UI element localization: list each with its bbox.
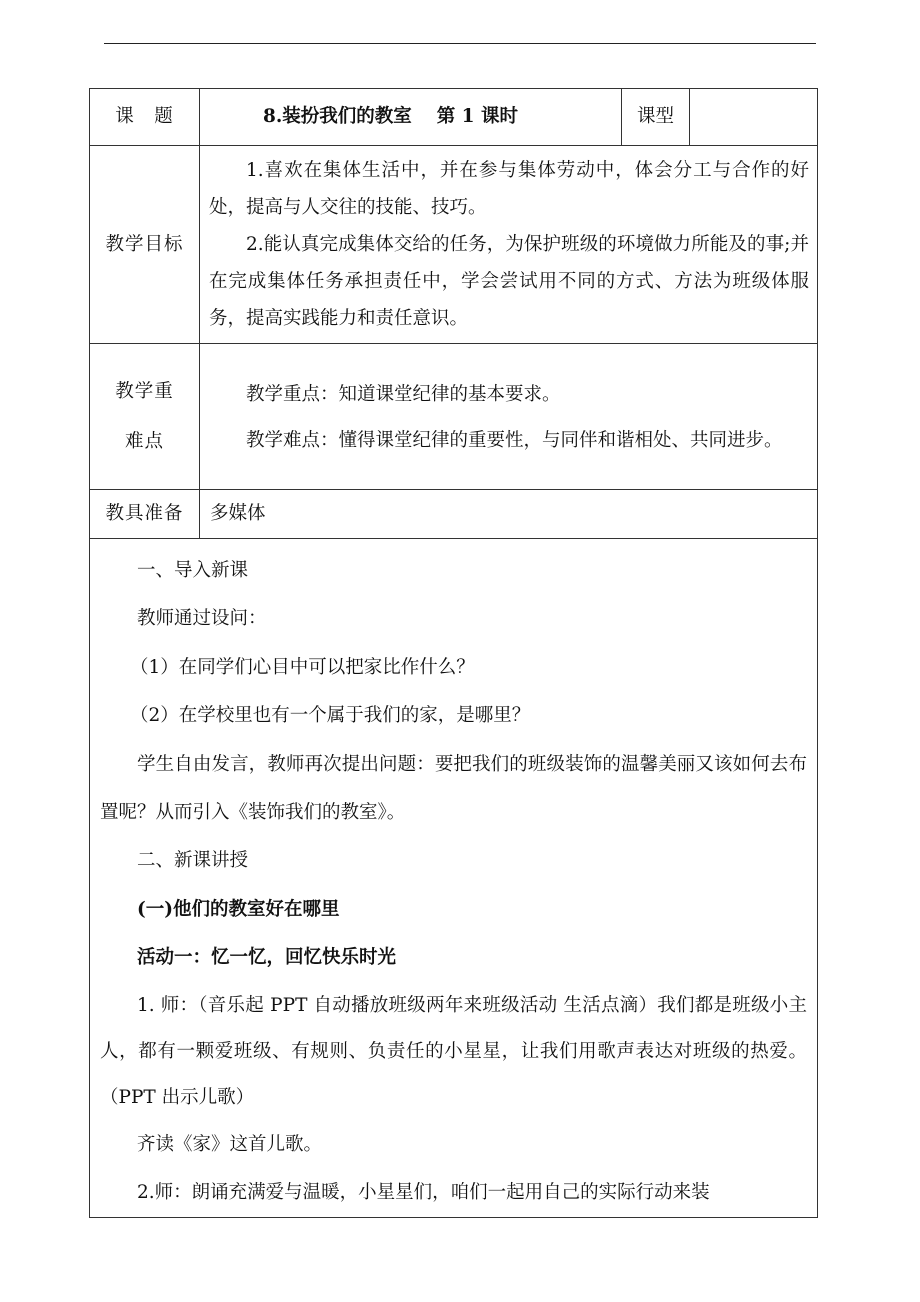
label-teaching-goals: 教学目标: [90, 146, 200, 344]
row-keypoints: [90, 344, 818, 490]
section-heading: 一、导入新课: [137, 560, 249, 581]
label-keypoints: [90, 344, 200, 490]
label-lesson-type: 课型: [622, 89, 690, 146]
goal-1: 1.喜欢在集体生活中，并在参与集体劳动中，体会分工与合作的好处，提高与人交往的技能、技巧。: [209, 160, 809, 218]
paragraph: 教师通过设问：: [137, 608, 267, 630]
lesson-type-value: [690, 89, 818, 146]
row-tools: [90, 490, 818, 539]
teaching-process: [90, 539, 818, 1218]
paragraph: 2.师：朗诵充满爱与温暖，小星星们，咱们一起用自己的实际行动来装: [137, 1182, 710, 1204]
teaching-goals: [200, 146, 818, 344]
label-keypoints-line1: 教学重: [115, 380, 174, 402]
paragraph: 1. 师：（音乐起 PPT 自动播放班级两年来班级活动 生活点滴）我们都是班级小主人，都有一颗爱班级、有规则、负责任的小星星，让我们用歌声表达对班级的热爱。（PPT 出示儿歌）: [100, 994, 807, 1108]
label-teaching-tools: 教具准备: [90, 490, 200, 539]
paragraph: 学生自由发言，教师再次提出问题：要把我们的班级装饰的温馨美丽又该如何去布置呢？从而引入《装饰我们的教室》。: [100, 753, 807, 824]
paragraph: 齐读《家》这首儿歌。: [137, 1133, 323, 1155]
section-heading: 二、新课讲授: [137, 850, 249, 872]
subsection-heading: (一)他们的教室好在哪里: [137, 898, 340, 920]
row-goals: [90, 146, 818, 344]
header-rule: [104, 43, 816, 44]
question-2: （2）在学校里也有一个属于我们的家，是哪里？: [130, 705, 531, 727]
label-keypoints-line2: 难点: [124, 430, 164, 452]
lesson-plan-table: [89, 88, 818, 1218]
teaching-tools: 多媒体: [200, 490, 818, 539]
question-1: （1）在同学们心目中可以把家比作什么？: [130, 656, 475, 678]
lesson-title: 8.装扮我们的教室 第 1 课时: [200, 89, 622, 146]
goal-2: 2.能认真完成集体交给的任务，为保护班级的环境做力所能及的事;并在完成集体任务承担责任中，学会尝试用不同的方式、方法为班级体服务，提高实践能力和责任意识。: [209, 234, 809, 329]
label-topic: 课 题: [90, 89, 200, 146]
row-process: [90, 539, 818, 1218]
row-title: [90, 89, 818, 146]
difficult-point: 教学难点：懂得课堂纪律的重要性，与同伴和谐相处、共同进步。: [246, 429, 783, 451]
key-point: 教学重点：知道课堂纪律的基本要求。: [246, 383, 561, 405]
keypoints: [200, 344, 818, 490]
activity-heading: 活动一：忆一忆，回忆快乐时光: [137, 947, 397, 969]
